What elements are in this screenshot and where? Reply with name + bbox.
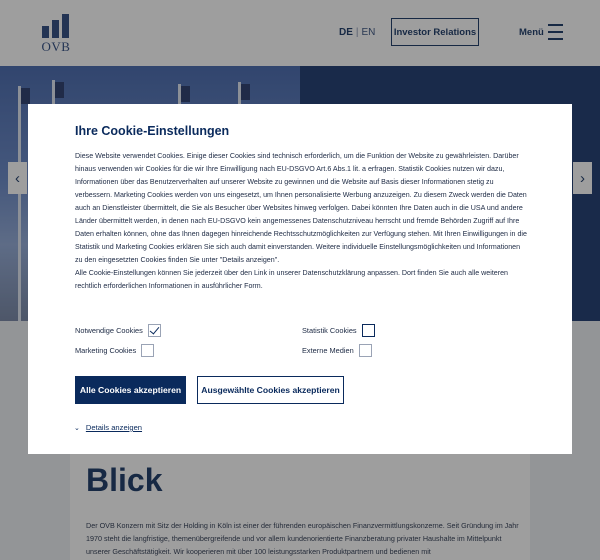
- cookie-dialog-text: [75, 150, 527, 293]
- lang-en[interactable]: EN: [361, 27, 376, 38]
- marketing-cookies-label: Marketing Cookies: [75, 346, 137, 355]
- page-title: Blick: [86, 462, 163, 498]
- slider-next-icon[interactable]: ›: [573, 162, 592, 194]
- slider-prev-icon[interactable]: ‹: [8, 162, 27, 194]
- cookie-paragraph-1: Diese Website verwendet Cookies. Einige dieser Cookies sind technisch erforderlich, um die Funktion der Website zu gewährleisten. Darüber hinaus verwenden wir Cookies für die wir Ihre Einwilligung nach EU-DSGVO Art.6 Abs.1 lit. a erfragen. Statistik Cookies nutzen wir dazu, Informationen über das Benutzerverhalten auf unserer Website zu gewinnen und die Website auf Basis dieser Informationen stetig zu verbessern. Marketing Cookies werden von uns eingesetzt, um Ihnen personalisierte Werbung anzuzeigen. Zu diesem Zweck werden die Daten auch an Dienstleister übermittelt, die Sie als Besucher über Websites hinweg verfolgen. Dabei könnten Ihre Daten auch in die USA und andere Länder übermittelt werden, in denen nach EU-DSGVO kein angemessenes Datenschutzniveau herrscht und fremde Behörden Zugriff auf Ihre Daten erhalten können, ohne das Ihnen dagegen hinreichende Rechtsschutzmöglichkeiten zur Verfügung stehen. Mit Ihren Einwilligungen in die Statistik und Marketing Cookies erklären Sie sich auch damit einverstanden. Weitere individuelle Einstellungsmöglichkeiten und Informationen zu den eingesetzten Cookies finden Sie unter "Details anzeigen".: [75, 152, 527, 264]
- statistics-cookies-label: Statistik Cookies: [302, 326, 357, 335]
- logo-text: OVB: [41, 39, 71, 54]
- page-intro-text: Der OVB Konzern mit Sitz der Holding in Köln ist einer der führenden europäischen Finanzvermittlungskonzerne. Seit Gründung im Jahr 1970 steht die langfristige, themenübergreifende und vor allem kundenorientierte Finanzberatung privater Haushalte im Mittelpunkt unserer Geschäftstätigkeit. Wir kooperieren mit über 100 leistungsstarken Produktpartnern und bedienen mit: [86, 521, 519, 556]
- lang-de[interactable]: DE: [339, 27, 353, 38]
- cookie-dialog-title: Ihre Cookie-Einstellungen: [75, 124, 230, 138]
- chevron-down-icon: ⌄: [74, 424, 80, 432]
- option-marketing-cookies: [75, 344, 154, 357]
- show-details-link[interactable]: [74, 423, 142, 432]
- menu-label[interactable]: Menü: [519, 27, 544, 38]
- option-necessary-cookies: [75, 324, 161, 337]
- option-statistics-cookies: [302, 324, 375, 337]
- necessary-cookies-checkbox[interactable]: [148, 324, 161, 337]
- marketing-cookies-checkbox[interactable]: [141, 344, 154, 357]
- external-media-label: Externe Medien: [302, 346, 354, 355]
- external-media-checkbox[interactable]: [359, 344, 372, 357]
- statistics-cookies-checkbox[interactable]: [362, 324, 375, 337]
- accept-all-cookies-button[interactable]: Alle Cookies akzeptieren: [75, 376, 186, 404]
- lang-separator: |: [355, 27, 359, 38]
- accept-selected-cookies-button[interactable]: Ausgewählte Cookies akzeptieren: [197, 376, 344, 404]
- show-details-label: Details anzeigen: [85, 423, 143, 432]
- cookie-settings-dialog: [28, 104, 572, 454]
- option-external-media: [302, 344, 372, 357]
- necessary-cookies-label: Notwendige Cookies: [75, 326, 143, 335]
- investor-relations-button[interactable]: Investor Relations: [391, 18, 479, 46]
- cookie-paragraph-2: Alle Cookie-Einstellungen können Sie jederzeit über den Link in unserer Datenschutzklärung anpassen. Dort finden Sie auch alle weiteren rechtlich erforderlichen Informationen in ausführlicher Form.: [75, 269, 508, 290]
